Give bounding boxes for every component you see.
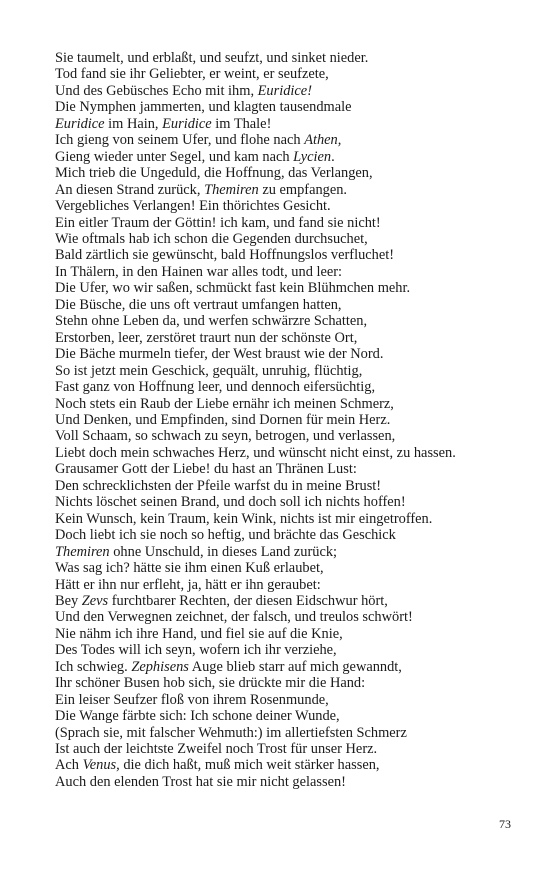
line-text: Die Wange färbte sich: Ich schone deiner Wunde, (55, 708, 340, 725)
line-text: Ist auch der leichtste Zweifel noch Trost für unser Herz. (55, 741, 378, 758)
line-text: Auge blieb starr auf mich gewanndt, (188, 658, 402, 675)
poem-line (55, 99, 525, 115)
poem-line (55, 297, 525, 313)
line-text: Erstorben, leer, zerstöret traurt nun der schönste Ort, (55, 329, 358, 346)
line-text: Ein leiser Seufzer floß von ihrem Rosenmunde, (55, 691, 329, 708)
line-text: Bald zärtlich sie gewünscht, bald Hoffnungslos verfluchet! (55, 247, 395, 264)
poem-line (55, 50, 525, 66)
poem-line (55, 396, 525, 412)
poem-line (55, 560, 525, 576)
poem-line (55, 149, 525, 165)
poem-line (55, 346, 525, 362)
poem-line (55, 478, 525, 494)
line-text: im Thale! (211, 115, 272, 132)
poem-line (55, 280, 525, 296)
italic-name: Zevs (81, 592, 109, 609)
poem-line (55, 642, 525, 658)
poem-line (55, 593, 525, 609)
line-text: Ihr schöner Busen hob sich, sie drückte mir die Hand: (55, 675, 366, 692)
poem-line (55, 363, 525, 379)
line-text: Die Bäche murmeln tiefer, der West braust wie der Nord. (55, 346, 384, 363)
poem-line (55, 247, 525, 263)
italic-name: Euridice (55, 115, 105, 132)
poem-line (55, 198, 525, 214)
line-text: An diesen Strand zurück, (55, 181, 205, 198)
poem-line (55, 609, 525, 625)
line-text: (Sprach sie, mit falscher Wehmuth:) im allertiefsten Schmerz (55, 724, 407, 741)
italic-name: Euridice! (257, 82, 312, 99)
italic-name: Euridice (162, 115, 212, 132)
poem-text (55, 50, 525, 790)
line-text: Was sag ich? hätte sie ihm einen Kuß erlaubet, (55, 560, 324, 577)
line-text: Nie nähm ich ihre Hand, und fiel sie auf die Knie, (55, 625, 343, 642)
line-text: ohne Unschuld, in dieses Land zurück; (109, 543, 338, 560)
line-text: Ich gieng von seinem Ufer, und flohe nach (55, 132, 305, 149)
poem-line (55, 215, 525, 231)
poem-line (55, 527, 525, 543)
line-text: Und des Gebüsches Echo mit ihm, (55, 82, 258, 99)
poem-line (55, 412, 525, 428)
italic-name: Themiren (55, 543, 110, 560)
line-text: Nichts löschet seinen Brand, und doch soll ich nichts hoffen! (55, 494, 406, 511)
poem-line (55, 774, 525, 790)
line-text: Und Denken, und Empfinden, sind Dornen für mein Herz. (55, 411, 391, 428)
poem-line (55, 544, 525, 560)
line-text: Den schrecklichsten der Pfeile warfst du in meine Brust! (55, 477, 382, 494)
line-text: Des Todes will ich seyn, wofern ich ihr verziehe, (55, 642, 337, 659)
page-number: 73 (499, 817, 511, 831)
poem-line (55, 231, 525, 247)
line-text: Wie oftmals hab ich schon die Gegenden durchsuchet, (55, 230, 368, 247)
poem-line (55, 182, 525, 198)
poem-line (55, 445, 525, 461)
poem-line (55, 330, 525, 346)
poem-line (55, 708, 525, 724)
italic-name: Zephisens (131, 658, 189, 675)
line-text: Mich trieb die Ungeduld, die Hoffnung, das Verlangen, (55, 165, 373, 182)
line-text: Und den Verwegnen zeichnet, der falsch, und treulos schwört! (55, 609, 413, 626)
line-text: Ich schwieg. (55, 658, 132, 675)
line-text: Kein Wunsch, kein Traum, kein Wink, nichts ist mir eingetroffen. (55, 510, 433, 527)
poem-line (55, 461, 525, 477)
italic-name: Venus, (82, 757, 120, 774)
poem-line (55, 741, 525, 757)
line-text: . (331, 148, 335, 165)
poem-line (55, 165, 525, 181)
line-text: Die Nymphen jammerten, und klagten tausendmale (55, 99, 352, 116)
line-text: Doch liebt ich sie noch so heftig, und brächte das Geschick (55, 527, 396, 544)
poem-line (55, 132, 525, 148)
poem-line (55, 264, 525, 280)
line-text: Tod fand sie ihr Geliebter, er weint, er seufzete, (55, 66, 329, 83)
line-text: die dich haßt, muß mich weit stärker hassen, (119, 757, 380, 774)
line-text: Noch stets ein Raub der Liebe ernähr ich meinen Schmerz, (55, 395, 394, 412)
poem-line (55, 659, 525, 675)
line-text: Fast ganz von Hoffnung leer, und dennoch eifersüchtig, (55, 379, 376, 396)
line-text: Hätt er ihn nur erfleht, ja, hätt er ihn geraubet: (55, 576, 321, 593)
line-text: Grausamer Gott der Liebe! du hast an Thränen Lust: (55, 461, 357, 478)
poem-line (55, 428, 525, 444)
poem-line (55, 379, 525, 395)
line-text: im Hain, (104, 115, 163, 132)
italic-name: Lycien (293, 148, 332, 165)
poem-line (55, 313, 525, 329)
line-text: Liebt doch mein schwaches Herz, und wünscht nicht einst, zu hassen. (55, 444, 456, 461)
line-text: Ein eitler Traum der Göttin! ich kam, und fand sie nicht! (55, 214, 381, 231)
poem-line (55, 626, 525, 642)
line-text: Sie taumelt, und erblaßt, und seufzt, und sinket nieder. (55, 50, 369, 66)
line-text: Gieng wieder unter Segel, und kam nach (55, 148, 294, 165)
line-text: Auch den elenden Trost hat sie mir nicht gelassen! (55, 773, 346, 790)
line-text: Die Ufer, wo wir saßen, schmückt fast kein Blühmchen mehr. (55, 280, 411, 297)
poem-line (55, 494, 525, 510)
italic-name: Themiren (204, 181, 259, 198)
line-text: Voll Schaam, so schwach zu seyn, betrogen, und verlassen, (55, 428, 396, 445)
line-text: furchtbarer Rechten, der diesen Eidschwur hört, (108, 592, 388, 609)
poem-line (55, 692, 525, 708)
poem-line (55, 511, 525, 527)
line-text: Ach (55, 757, 83, 774)
poem-line (55, 83, 525, 99)
line-text: Vergebliches Verlangen! Ein thörichtes Gesicht. (55, 198, 331, 215)
poem-line (55, 66, 525, 82)
line-text: Stehn ohne Leben da, und werfen schwärzre Schatten, (55, 313, 368, 330)
poem-line (55, 577, 525, 593)
line-text: In Thälern, in den Hainen war alles todt, und leer: (55, 263, 343, 280)
poem-line (55, 725, 525, 741)
line-text: Die Büsche, die uns oft vertraut umfangen hatten, (55, 296, 342, 313)
poem-line (55, 675, 525, 691)
line-text: So ist jetzt mein Geschick, gequält, unruhig, flüchtig, (55, 362, 363, 379)
poem-line (55, 757, 525, 773)
poem-line (55, 116, 525, 132)
line-text: Bey (55, 592, 82, 609)
line-text: zu empfangen. (258, 181, 348, 198)
italic-name: Athen, (304, 132, 342, 149)
